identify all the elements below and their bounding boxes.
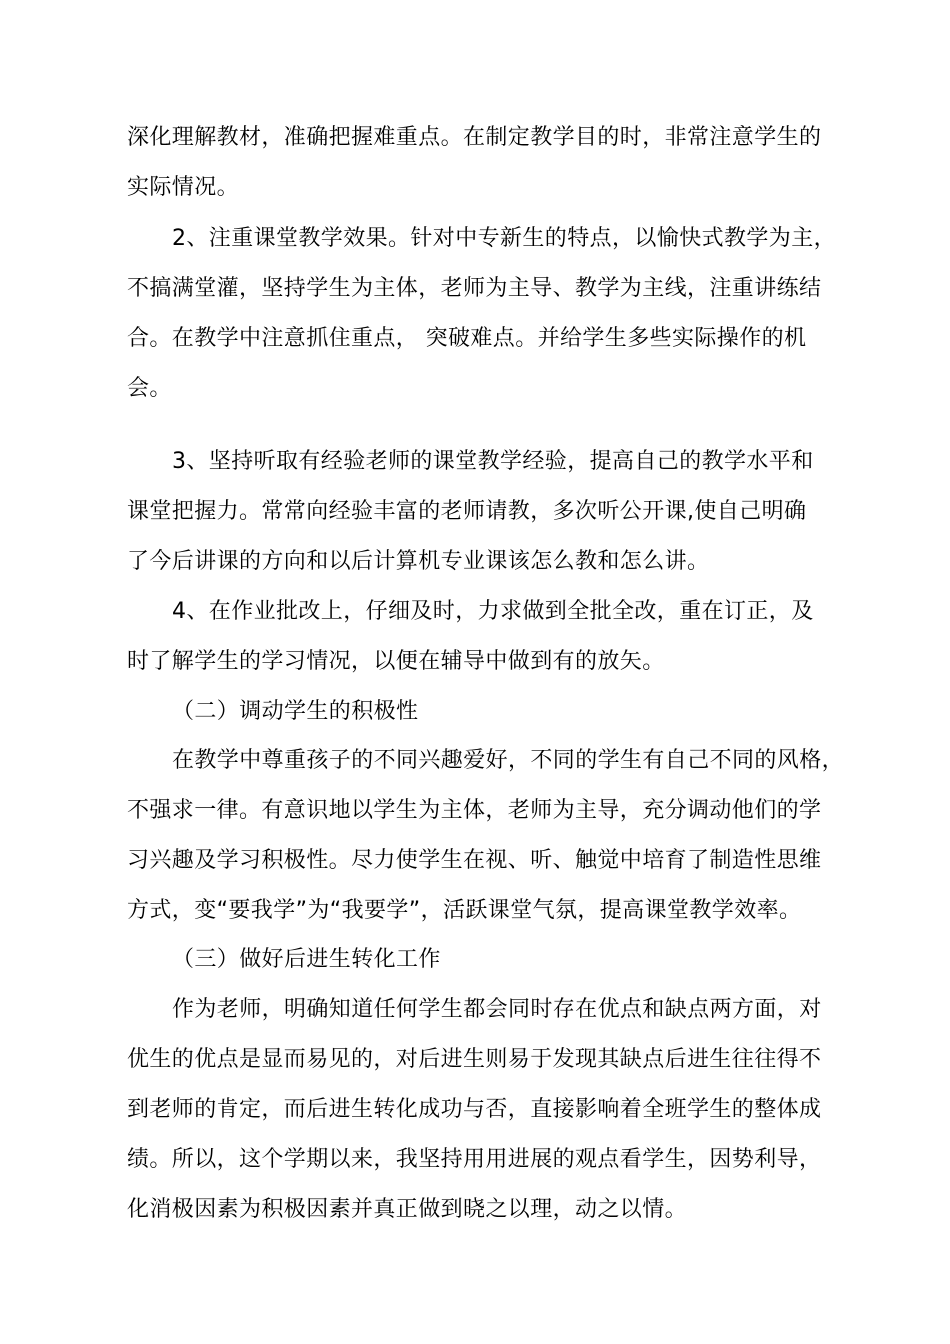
section-heading-3: （三）做好后进生转化工作 — [172, 947, 441, 972]
text-line: 实际情况。 — [127, 175, 240, 200]
list-item-3-line: 3、坚持听取有经验老师的课堂教学经验，提高自己的教学水平和 — [172, 449, 814, 474]
text-line: 会。 — [127, 376, 172, 401]
text-line: 合。在教学中注意抓住重点， 突破难点。并给学生多些实际操作的机 — [127, 326, 807, 351]
text-line: 习兴趣及学习积极性。尽力使学生在视、听、触觉中培育了制造性思维 — [127, 848, 822, 873]
text-line: 不强求一律。有意识地以学生为主体，老师为主导，充分调动他们的学 — [127, 798, 822, 823]
text-line: 了今后讲课的方向和以后计算机专业课该怎么教和怎么讲。 — [127, 549, 710, 574]
text-line: 不搞满堂灌，坚持学生为主体，老师为主导、教学为主线，注重讲练结 — [127, 276, 822, 301]
list-item-2-line: 2、注重课堂教学效果。针对中专新生的特点，以愉快式教学为主， — [172, 226, 836, 251]
text-line: 时了解学生的学习情况，以便在辅导中做到有的放矢。 — [127, 649, 665, 674]
paragraph-first-line: 作为老师，明确知道任何学生都会同时存在优点和缺点两方面，对 — [172, 997, 822, 1022]
text-line: 课堂把握力。常常向经验丰富的老师请教，多次听公开课,使自己明确 — [127, 499, 807, 524]
text-line: 方式，变“要我学”为“我要学”，活跃课堂气氛，提高课堂教学效率。 — [127, 898, 802, 923]
list-item-4-line: 4、在作业批改上，仔细及时，力求做到全批全改，重在订正，及 — [172, 599, 814, 624]
text-line: 到老师的肯定，而后进生转化成功与否，直接影响着全班学生的整体成 — [127, 1097, 822, 1122]
paragraph-first-line: 在教学中尊重孩子的不同兴趣爱好，不同的学生有自己不同的风格， — [172, 748, 845, 773]
text-line: 优生的优点是显而易见的，对后进生则易于发现其缺点后进生往往得不 — [127, 1047, 822, 1072]
text-line: 深化理解教材，准确把握难重点。在制定教学目的时，非常注意学生的 — [127, 125, 822, 150]
text-line: 绩。所以，这个学期以来，我坚持用用进展的观点看学生，因势利导， — [127, 1147, 822, 1172]
text-line: 化消极因素为积极因素并真正做到晓之以理，动之以情。 — [127, 1197, 688, 1222]
section-heading-2: （二）调动学生的积极性 — [172, 699, 419, 724]
